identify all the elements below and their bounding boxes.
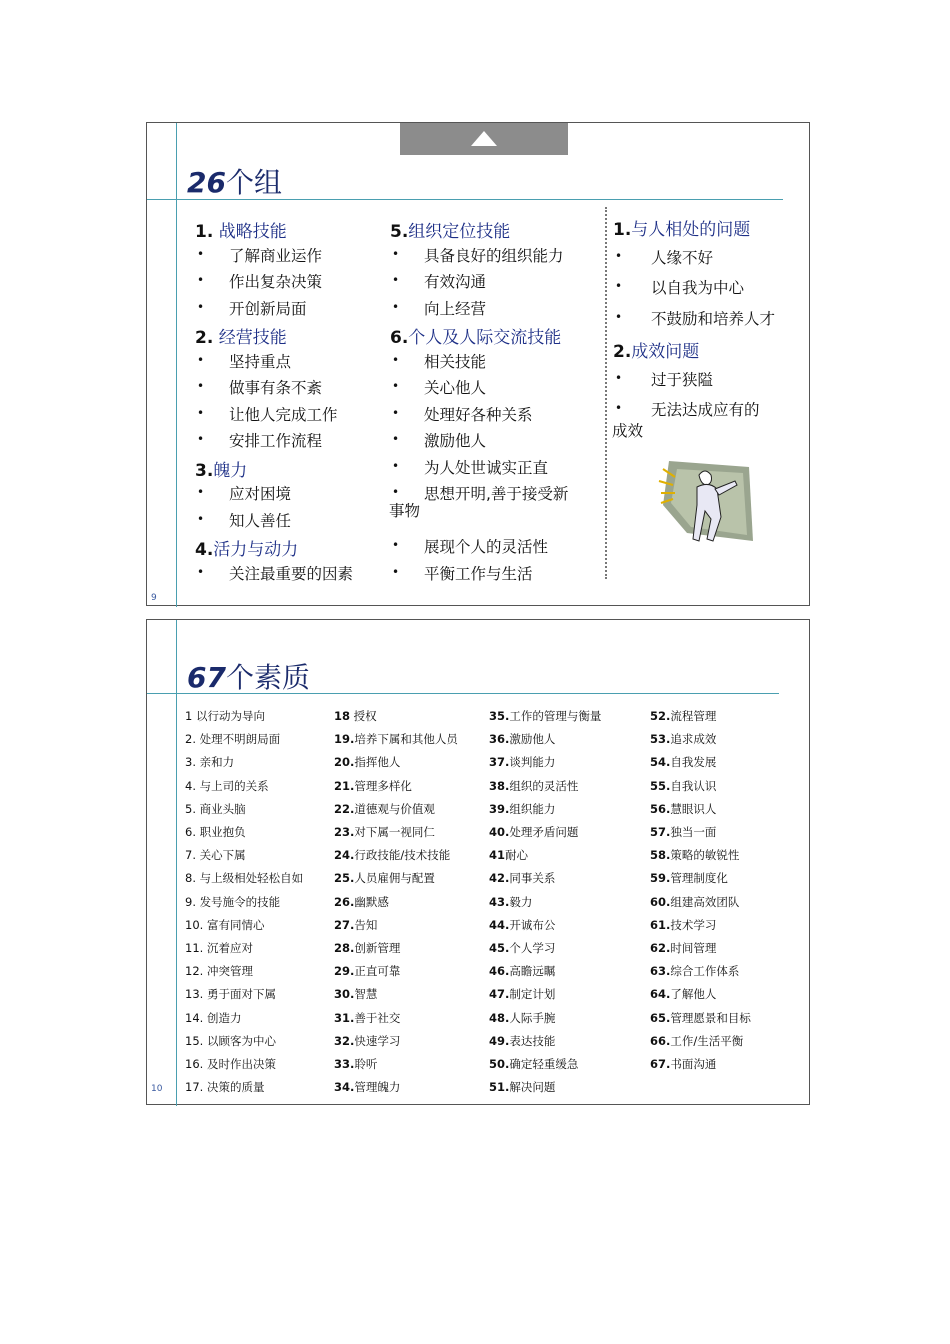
competency-label: 组建高效团队: [670, 894, 740, 909]
bullet-icon: •: [615, 248, 623, 263]
competency-label: 同事关系: [509, 871, 556, 886]
competency-item: [650, 940, 716, 956]
bullet-icon: •: [392, 485, 400, 499]
competency-item: [185, 1010, 241, 1026]
page-number: 10: [151, 1084, 163, 1094]
section-number: 2.: [195, 328, 214, 348]
competency-label: 勇于面对下属: [203, 987, 276, 1002]
competency-item: [650, 778, 716, 794]
competency-label: 自我认识: [670, 778, 717, 793]
person-illustration: [657, 455, 757, 547]
competency-label: 了解他人: [670, 987, 717, 1002]
competency-number: 12.: [185, 964, 204, 979]
list-item-continuation: 成效: [612, 421, 644, 440]
competency-number: 36.: [489, 732, 510, 747]
competency-item: [650, 754, 716, 770]
bullet-icon: •: [392, 432, 400, 446]
competency-item: [334, 1010, 400, 1026]
bullet-icon: •: [197, 273, 205, 287]
competency-number: 46.: [489, 964, 510, 979]
competency-label: 高瞻远瞩: [509, 964, 556, 979]
section-number: 6.: [390, 328, 409, 348]
competency-item: [334, 963, 400, 979]
competency-label: 时间管理: [670, 941, 717, 955]
competency-label: 组织能力: [509, 801, 556, 816]
section-heading: [613, 337, 699, 362]
competency-number: 21.: [334, 778, 355, 793]
competency-label: 创新管理: [354, 941, 401, 955]
competency-item: [650, 917, 716, 933]
competency-number: 48.: [489, 1010, 510, 1025]
competency-item: [489, 917, 555, 933]
competency-number: 22.: [334, 801, 355, 816]
bullet-icon: •: [615, 309, 623, 324]
competency-item: [185, 708, 265, 724]
competency-label: 商业头脑: [195, 801, 246, 816]
slide-26-groups: [146, 122, 810, 606]
competency-item: [489, 778, 578, 794]
competency-item: [334, 801, 435, 817]
competency-label: 授权: [350, 709, 377, 723]
competency-number: 59.: [650, 871, 671, 886]
bullet-icon: •: [392, 405, 400, 420]
competency-label: 与上司的关系: [195, 778, 269, 793]
competency-item: [185, 847, 246, 863]
competency-label: 耐心: [505, 848, 529, 863]
list-item: 安排工作流程: [229, 432, 323, 450]
competency-label: 告知: [354, 917, 378, 932]
competency-label: 开诚布公: [509, 917, 556, 932]
competency-label: 道德观与价值观: [354, 801, 435, 816]
competency-number: 4.: [185, 778, 196, 793]
section-heading: [195, 217, 287, 242]
competency-number: 31.: [334, 1010, 355, 1025]
competency-label: 培养下属和其他人员: [354, 732, 458, 747]
competency-item: [650, 731, 716, 747]
competency-label: 亲和力: [195, 755, 235, 770]
competency-number: 10.: [185, 917, 204, 932]
list-item: 平衡工作与生活: [424, 564, 533, 583]
bullet-icon: •: [197, 352, 205, 367]
bullet-icon: •: [197, 432, 205, 446]
competency-label: 个人学习: [509, 941, 556, 955]
competency-item: [334, 708, 377, 724]
competency-label: 行政技能/技术技能: [354, 848, 451, 863]
competency-number: 63.: [650, 964, 671, 979]
title-text: 个素质: [225, 661, 310, 694]
competency-item: [185, 963, 253, 979]
competency-number: 43.: [489, 894, 510, 909]
competency-item: [489, 708, 601, 724]
competency-number: 28.: [334, 941, 355, 955]
competency-label: 人员雇佣与配置: [354, 871, 435, 886]
competency-number: 6.: [185, 825, 196, 839]
competency-item: [185, 1056, 276, 1072]
competency-label: 以行动为导向: [192, 709, 265, 723]
competency-number: 14.: [185, 1010, 204, 1025]
list-item: 相关技能: [424, 352, 487, 371]
competency-item: [334, 917, 377, 933]
competency-number: 26.: [334, 894, 355, 909]
title-number: 26: [187, 166, 226, 199]
competency-label: 管理魄力: [354, 1080, 401, 1095]
competency-number: 25.: [334, 871, 355, 886]
competency-label: 制定计划: [509, 987, 556, 1002]
competency-item: [185, 824, 246, 840]
competency-number: 27.: [334, 917, 355, 932]
list-item: 作出复杂决策: [229, 273, 323, 291]
competency-number: 60.: [650, 894, 671, 909]
competency-item: [489, 824, 578, 840]
list-item: 激励他人: [424, 432, 487, 450]
competency-number: 1: [185, 709, 193, 723]
competency-number: 5.: [185, 801, 196, 816]
competency-label: 技术学习: [670, 917, 717, 932]
competency-number: 52.: [650, 709, 671, 723]
section-title: 成效问题: [631, 342, 700, 362]
competency-number: 24.: [334, 848, 355, 863]
competency-item: [650, 1033, 743, 1049]
competency-item: [650, 986, 716, 1002]
bullet-icon: •: [197, 511, 205, 526]
competency-number: 47.: [489, 987, 510, 1002]
bullet-icon: •: [392, 273, 400, 287]
slide-title: [187, 656, 310, 696]
section-heading: [195, 323, 287, 348]
competency-label: 表达技能: [509, 1033, 556, 1048]
competency-label: 人际手腕: [509, 1010, 556, 1025]
bullet-icon: •: [392, 458, 400, 473]
competency-number: 17.: [185, 1080, 204, 1095]
list-item: 关注最重要的因素: [229, 564, 354, 583]
competency-number: 7.: [185, 848, 196, 863]
section-title: 经营技能: [213, 328, 287, 348]
dotted-divider: [605, 207, 607, 579]
section-number: 4.: [195, 540, 214, 560]
competency-label: 职业抱负: [195, 825, 246, 839]
section-number: 2.: [613, 342, 632, 362]
competency-number: 29.: [334, 964, 355, 979]
competency-number: 55.: [650, 778, 671, 793]
section-number: 5.: [390, 222, 409, 242]
list-item: 过于狭隘: [651, 370, 714, 389]
competency-item: [489, 1056, 578, 1072]
competency-number: 49.: [489, 1033, 510, 1048]
competency-item: [334, 986, 377, 1002]
list-item: 坚持重点: [229, 352, 292, 371]
bullet-icon: •: [392, 538, 400, 552]
bullet-icon: •: [392, 379, 400, 393]
competency-number: 11.: [185, 941, 204, 955]
list-item: 人缘不好: [651, 248, 714, 267]
list-item: 了解商业运作: [229, 246, 323, 265]
bullet-icon: •: [197, 379, 205, 393]
competency-number: 30.: [334, 987, 355, 1002]
list-item: 思想开明,善于接受新: [424, 485, 569, 503]
competency-item: [334, 824, 435, 840]
competency-label: 谈判能力: [509, 755, 556, 770]
competency-label: 幽默感: [354, 894, 389, 909]
competency-label: 指挥他人: [354, 755, 401, 770]
list-item: 为人处世诚实正直: [424, 458, 549, 477]
competency-item: [650, 1010, 751, 1026]
section-heading: [195, 535, 298, 560]
competency-item: [334, 894, 389, 910]
competency-label: 富有同情心: [203, 917, 265, 932]
competency-label: 冲突管理: [203, 964, 253, 979]
competency-number: 18: [334, 709, 351, 723]
list-item: 有效沟通: [424, 273, 487, 291]
competency-item: [650, 824, 716, 840]
section-heading: [390, 217, 510, 242]
competency-item: [489, 754, 555, 770]
competency-number: 65.: [650, 1010, 671, 1025]
competency-label: 毅力: [509, 894, 533, 909]
list-item: 知人善任: [229, 511, 292, 530]
competency-item: [334, 847, 450, 863]
competency-label: 处理不明朗局面: [195, 732, 281, 747]
bullet-icon: •: [615, 370, 623, 385]
bullet-icon: •: [392, 352, 400, 367]
competency-number: 50.: [489, 1057, 510, 1071]
competency-label: 关心下属: [195, 848, 246, 863]
competency-item: [489, 940, 555, 956]
competency-item: [185, 894, 280, 910]
competency-label: 处理矛盾问题: [509, 825, 579, 839]
competency-item: [650, 870, 728, 886]
competency-number: 45.: [489, 941, 510, 955]
competency-item: [489, 1079, 555, 1095]
competency-label: 善于社交: [354, 1010, 401, 1025]
slide-vertical-rule: [176, 123, 177, 607]
competency-item: [650, 963, 739, 979]
competency-label: 激励他人: [509, 732, 556, 747]
competency-number: 51.: [489, 1080, 510, 1095]
competency-number: 3.: [185, 755, 196, 770]
bullet-icon: •: [615, 401, 623, 415]
competency-item: [185, 986, 276, 1002]
bullet-icon: •: [197, 299, 205, 314]
competency-item: [334, 1033, 400, 1049]
competency-number: 61.: [650, 917, 671, 932]
competency-number: 19.: [334, 732, 355, 747]
competency-number: 2.: [185, 732, 196, 747]
competency-number: 44.: [489, 917, 510, 932]
competency-item: [334, 778, 412, 794]
competency-label: 策略的敏锐性: [670, 848, 740, 863]
competency-item: [185, 1033, 276, 1049]
competency-label: 快速学习: [354, 1033, 401, 1048]
bullet-icon: •: [197, 564, 205, 579]
competency-number: 54.: [650, 755, 671, 770]
competency-item: [489, 801, 555, 817]
competency-label: 工作/生活平衡: [670, 1033, 744, 1048]
competency-label: 及时作出决策: [203, 1057, 276, 1071]
competency-item: [334, 1079, 400, 1095]
scroll-up-tab[interactable]: [400, 123, 568, 155]
competency-item: [650, 708, 716, 724]
section-number: 1.: [613, 220, 632, 240]
list-item: 处理好各种关系: [424, 405, 533, 424]
section-heading: [390, 323, 561, 348]
section-heading: [195, 456, 247, 481]
competency-item: [489, 847, 528, 863]
competency-item: [489, 1010, 555, 1026]
competency-label: 管理多样化: [354, 778, 412, 793]
bullet-icon: •: [197, 246, 205, 261]
competency-item: [650, 1056, 716, 1072]
competency-number: 37.: [489, 755, 510, 770]
competency-item: [650, 894, 739, 910]
competency-item: [185, 801, 246, 817]
competency-label: 以顾客为中心: [203, 1033, 276, 1048]
competency-number: 66.: [650, 1033, 671, 1048]
competency-label: 解决问题: [509, 1080, 556, 1095]
competency-label: 管理制度化: [670, 871, 728, 886]
competency-item: [334, 1056, 377, 1072]
title-text: 个组: [225, 166, 282, 199]
competency-item: [185, 1079, 264, 1095]
competency-label: 工作的管理与衡量: [509, 709, 602, 723]
section-number: 1.: [195, 222, 214, 242]
competency-item: [185, 754, 234, 770]
competency-number: 64.: [650, 987, 671, 1002]
competency-number: 16.: [185, 1057, 204, 1071]
competency-item: [185, 731, 280, 747]
competency-item: [489, 894, 532, 910]
competency-label: 沉着应对: [203, 941, 253, 955]
list-item: 开创新局面: [229, 299, 307, 318]
competency-number: 53.: [650, 732, 671, 747]
section-title: 组织定位技能: [408, 222, 511, 242]
competency-label: 流程管理: [670, 709, 717, 723]
competency-label: 确定轻重缓急: [509, 1057, 579, 1071]
section-title: 个人及人际交流技能: [408, 328, 562, 348]
slide-67-competencies: [146, 619, 810, 1105]
section-title: 战略技能: [213, 222, 287, 242]
competency-number: 40.: [489, 825, 510, 839]
competency-item: [650, 801, 716, 817]
competency-item: [489, 986, 555, 1002]
competency-number: 67.: [650, 1057, 671, 1071]
competency-label: 创造力: [203, 1010, 242, 1025]
list-item: 以自我为中心: [651, 279, 745, 297]
competency-label: 决策的质量: [203, 1080, 265, 1095]
competency-label: 与上级相处轻松自如: [195, 871, 304, 886]
bullet-icon: •: [197, 485, 205, 499]
competency-number: 20.: [334, 755, 355, 770]
competency-label: 慧眼识人: [670, 801, 717, 816]
competency-item: [334, 940, 400, 956]
competency-number: 38.: [489, 778, 510, 793]
competency-number: 56.: [650, 801, 671, 816]
competency-item: [489, 731, 555, 747]
list-item: 具备良好的组织能力: [424, 246, 564, 265]
competency-item: [334, 754, 400, 770]
bullet-icon: •: [615, 279, 623, 293]
list-item: 向上经营: [424, 299, 487, 318]
list-item: 不鼓励和培养人才: [651, 309, 776, 328]
competency-label: 对下属一视同仁: [354, 825, 435, 839]
competency-number: 9.: [185, 894, 196, 909]
competency-number: 62.: [650, 941, 671, 955]
section-number: 3.: [195, 460, 214, 481]
competency-item: [185, 778, 269, 794]
title-number: 67: [187, 661, 226, 694]
page-number: 9: [151, 593, 157, 603]
section-title: 活力与动力: [213, 540, 299, 560]
competency-label: 聆听: [354, 1057, 378, 1071]
competency-number: 15.: [185, 1033, 204, 1048]
slide-title: [187, 161, 282, 201]
competency-number: 41: [489, 848, 506, 863]
competency-item: [185, 870, 303, 886]
competency-label: 组织的灵活性: [509, 778, 579, 793]
list-item: 关心他人: [424, 379, 487, 397]
competency-label: 正直可靠: [354, 964, 401, 979]
bullet-icon: •: [197, 405, 205, 420]
competency-label: 综合工作体系: [670, 964, 740, 979]
bullet-icon: •: [392, 564, 400, 579]
competency-item: [489, 963, 555, 979]
competency-number: 13.: [185, 987, 204, 1002]
section-heading: [613, 215, 750, 240]
competency-number: 8.: [185, 871, 196, 886]
competency-number: 39.: [489, 801, 510, 816]
list-item: 做事有条不紊: [229, 379, 323, 397]
competency-number: 34.: [334, 1080, 355, 1095]
competency-label: 发号施令的技能: [195, 894, 281, 909]
competency-item: [334, 731, 458, 747]
bullet-icon: •: [392, 299, 400, 314]
competency-number: 42.: [489, 871, 510, 886]
section-title: 与人相处的问题: [631, 220, 751, 240]
list-item-continuation: 事物: [389, 501, 421, 520]
competency-item: [185, 917, 264, 933]
competency-number: 32.: [334, 1033, 355, 1048]
competency-label: 追求成效: [670, 732, 717, 747]
list-item: 无法达成应有的: [651, 401, 760, 419]
competency-label: 书面沟通: [670, 1057, 717, 1071]
competency-label: 智慧: [354, 987, 378, 1002]
competency-number: 57.: [650, 825, 671, 839]
competency-item: [489, 1033, 555, 1049]
list-item: 展现个人的灵活性: [424, 538, 549, 556]
competency-number: 58.: [650, 848, 671, 863]
competency-number: 23.: [334, 825, 355, 839]
competency-number: 33.: [334, 1057, 355, 1071]
competency-label: 自我发展: [670, 755, 717, 770]
competency-label: 独当一面: [670, 825, 717, 839]
section-title: 魄力: [213, 460, 248, 481]
competency-label: 管理愿景和目标: [670, 1010, 751, 1025]
competency-item: [185, 940, 253, 956]
competency-item: [489, 870, 555, 886]
list-item: 应对困境: [229, 485, 292, 503]
competency-number: 35.: [489, 709, 510, 723]
list-item: 让他人完成工作: [229, 405, 338, 424]
competency-item: [334, 870, 435, 886]
up-arrow-icon: [471, 131, 497, 146]
bullet-icon: •: [392, 246, 400, 261]
competency-item: [650, 847, 739, 863]
